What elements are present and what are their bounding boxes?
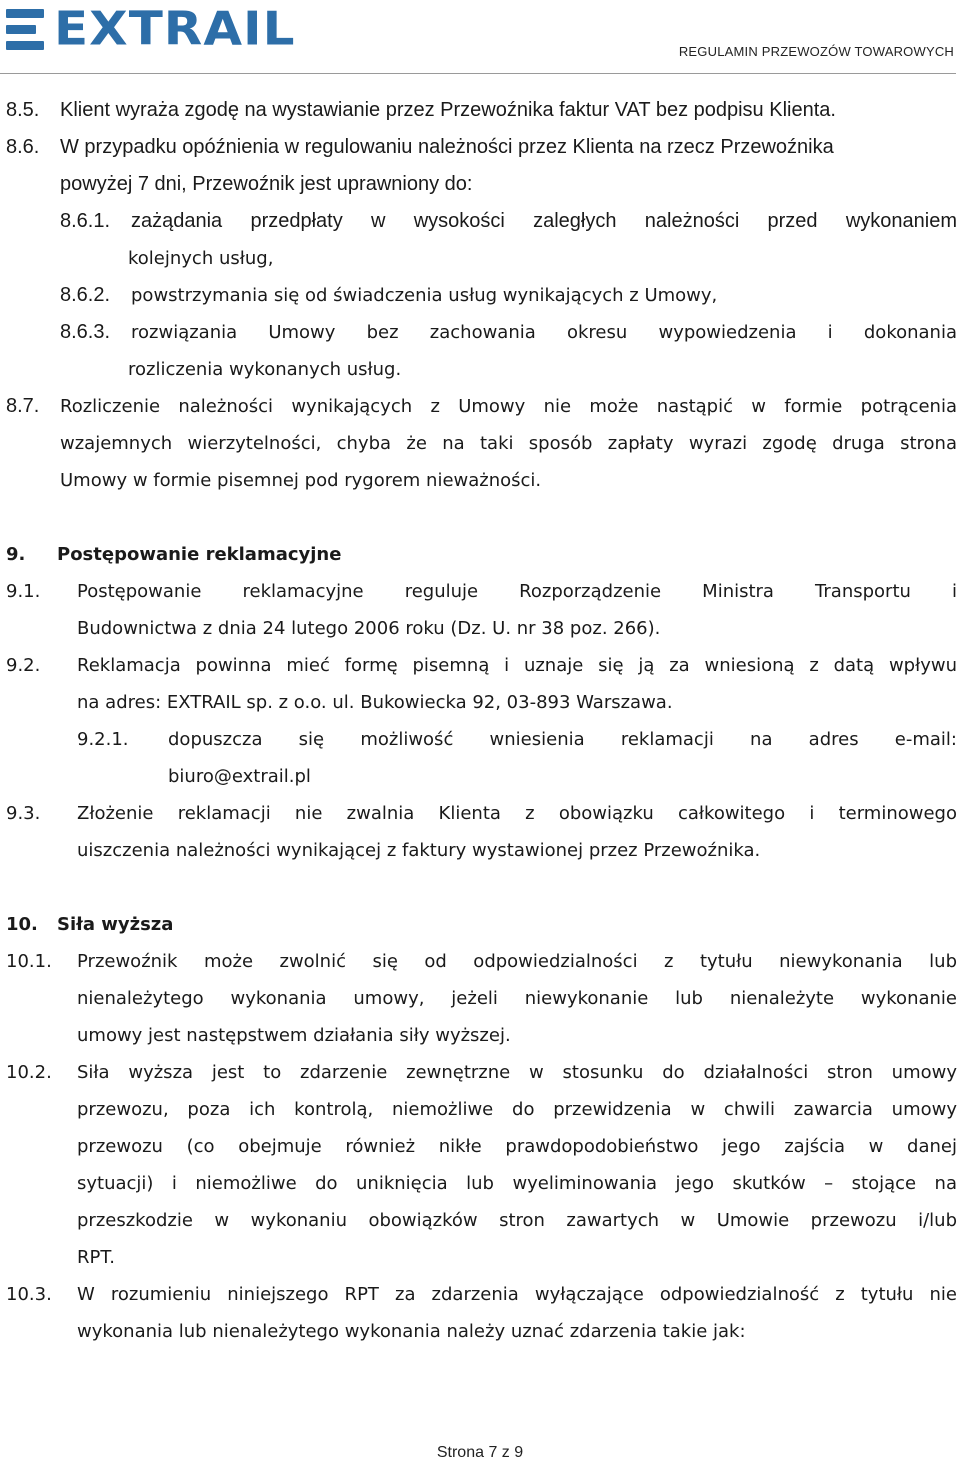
clause-text: W rozumieniu niniejszego RPT za zdarzenia wyłączające odpowiedzialność z tytułu nie [77, 1284, 957, 1305]
clause-text: kolejnych usług, [128, 248, 274, 269]
email-address: biuro@extrail.pl [168, 766, 311, 787]
header-divider [0, 73, 956, 74]
clause-text: rozliczenia wykonanych usług. [128, 359, 402, 380]
clause-number: 10.1. [6, 951, 52, 972]
clause-text: rozwiązania Umowy bez zachowania okresu wypowiedzenia i dokonania [131, 322, 957, 343]
clause-text: Siła wyższa jest to zdarzenie zewnętrzne w stosunku do działalności stron umowy [77, 1062, 957, 1083]
section-number: 10. [6, 914, 38, 935]
section-title: Siła wyższa [57, 914, 174, 935]
clause-number: 8.6.2. [60, 284, 111, 306]
clause-number: 8.6.1. [60, 210, 111, 232]
clause-text: powyżej 7 dni, Przewoźnik jest uprawniony do: [60, 173, 473, 195]
section-title: Postępowanie reklamacyjne [57, 544, 342, 565]
clause-text: przeszkodzie w wykonaniu obowiązków stron zawartych w Umowie przewozu i/lub [77, 1210, 957, 1231]
clause-number: 9.1. [6, 581, 41, 602]
clause-text: umowy jest następstwem działania siły wyższej. [77, 1025, 511, 1046]
clause-text: wykonania lub nienależytego wykonania należy uznać zdarzenia takie jak: [77, 1321, 746, 1342]
clause-number: 10.3. [6, 1284, 52, 1305]
clause-text: zażądania przedpłaty w wysokości zaległych należności przed wykonaniem [131, 210, 957, 232]
clause-text: Przewoźnik może zwolnić się od odpowiedzialności z tytułu niewykonania lub [77, 951, 957, 972]
clause-number: 8.7. [6, 395, 40, 417]
clause-text: Klient wyraża zgodę na wystawianie przez Przewoźnika faktur VAT bez podpisu Klienta. [60, 99, 836, 121]
document-title: REGULAMIN PRZEWOZÓW TOWAROWYCH [678, 44, 954, 59]
clause-number: 8.6. [6, 136, 40, 158]
page-header [0, 0, 960, 80]
clause-text: przewozu, poza ich kontrolą, niemożliwe do przewidzenia w chwili zawarcia umowy [77, 1099, 957, 1120]
clause-text: wzajemnych wierzytelności, chyba że na taki sposób zapłaty wyrazi zgodę druga strona [60, 433, 957, 454]
clause-text: RPT. [77, 1247, 115, 1268]
clause-text: Złożenie reklamacji nie zwalnia Klienta z obowiązku całkowitego i terminowego [77, 803, 957, 824]
clause-text: Postępowanie reklamacyjne reguluje Rozporządzenie Ministra Transportu i [77, 581, 957, 602]
clause-text: sytuacji) i niemożliwe do uniknięcia lub wyeliminowania jego skutków – stojące na [77, 1173, 957, 1194]
clause-number: 9.2.1. [77, 729, 129, 750]
clause-number: 9.2. [6, 655, 41, 676]
clause-text: nienależytego wykonania umowy, jeżeli niewykonanie lub nienależyte wykonanie [77, 988, 957, 1009]
logo-text: EXTRAIL [54, 2, 296, 56]
clause-text: W przypadku opóźnienia w regulowaniu należności przez Klienta na rzecz Przewoźnika [60, 136, 834, 158]
clause-text: Budownictwa z dnia 24 lutego 2006 roku (Dz. U. nr 38 poz. 266). [77, 618, 661, 639]
clause-number: 10.2. [6, 1062, 52, 1083]
clause-text: Umowy w formie pisemnej pod rygorem nieważności. [60, 470, 542, 491]
section-number: 9. [6, 544, 26, 565]
page-number: Strona 7 z 9 [436, 1444, 524, 1461]
clause-text: Reklamacja powinna mieć formę pisemną i uznaje się ją za wniesioną z datą wpływu [77, 655, 957, 676]
clause-number: 8.6.3. [60, 321, 111, 343]
logo-mark-icon [6, 7, 46, 51]
clause-text: Rozliczenie należności wynikających z Umowy nie może nastąpić w formie potrącenia [60, 396, 957, 417]
clause-text: na adres: EXTRAIL sp. z o.o. ul. Bukowiecka 92, 03-893 Warszawa. [77, 692, 673, 713]
extrail-logo [6, 2, 296, 56]
clause-text: powstrzymania się od świadczenia usług wynikających z Umowy, [131, 285, 718, 306]
clause-text: uiszczenia należności wynikającej z faktury wystawionej przez Przewoźnika. [77, 840, 761, 861]
clause-text: dopuszcza się możliwość wniesienia reklamacji na adres e-mail: [168, 729, 957, 750]
clause-text: przewozu (co obejmuje również nikłe prawdopodobieństwo jego zajścia w danej [77, 1136, 957, 1157]
clause-number: 9.3. [6, 803, 41, 824]
clause-number: 8.5. [6, 99, 40, 121]
